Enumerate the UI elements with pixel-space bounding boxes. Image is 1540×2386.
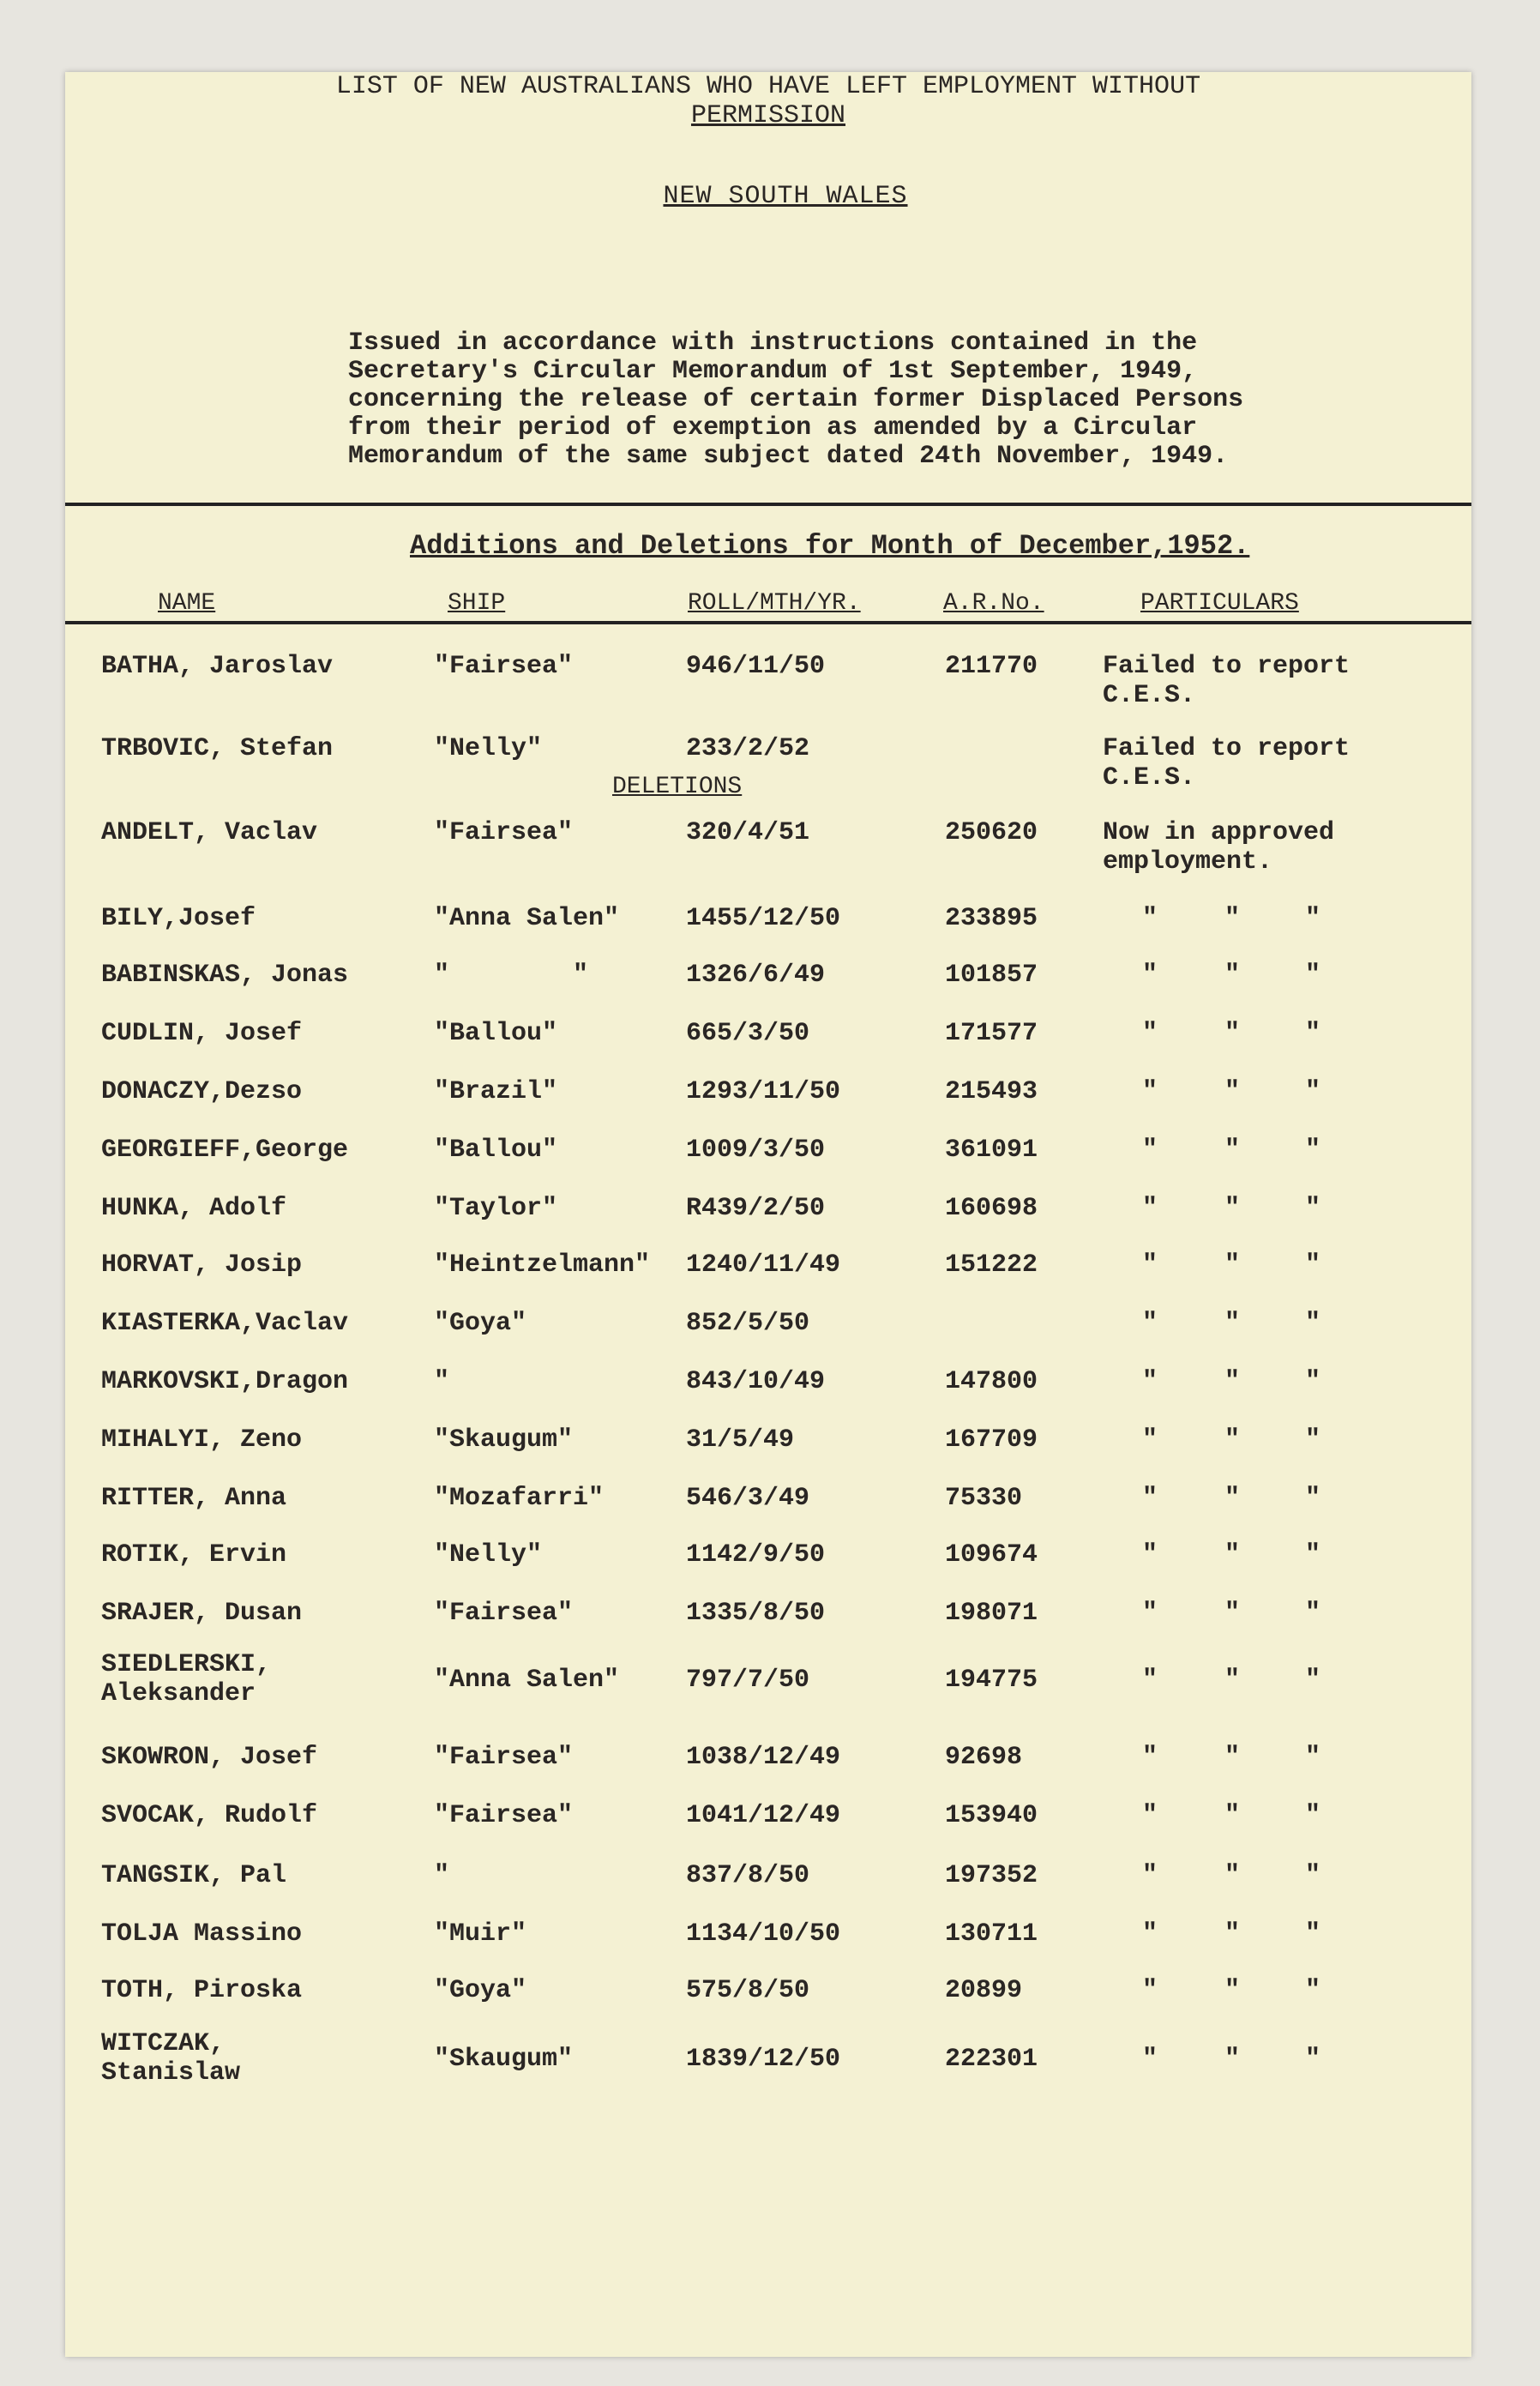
ditto-mark: " — [1142, 961, 1158, 990]
ditto-mark: " — [1224, 1194, 1241, 1223]
ditto-mark: " — [1305, 1599, 1321, 1628]
ship-name: "Ballou" — [434, 1136, 558, 1165]
ar-number: 101857 — [945, 961, 1038, 990]
ditto-mark: " — [1142, 1194, 1158, 1223]
ditto-mark: " — [1224, 1367, 1241, 1396]
roll-number: 233/2/52 — [686, 734, 810, 763]
person-name: HUNKA, Adolf — [101, 1194, 287, 1223]
person-name: HORVAT, Josip — [101, 1250, 303, 1280]
ar-number: 222301 — [945, 2045, 1038, 2074]
person-name: ANDELT, Vaclav — [101, 818, 318, 847]
ditto-mark: " — [1142, 1250, 1158, 1280]
ditto-mark: " — [1224, 1136, 1241, 1165]
roll-number: 1038/12/49 — [686, 1743, 841, 1772]
roll-number: 946/11/50 — [686, 652, 826, 681]
ar-number: 147800 — [945, 1367, 1038, 1396]
roll-number: 1240/11/49 — [686, 1250, 841, 1280]
roll-number: 797/7/50 — [686, 1666, 810, 1695]
intro-paragraph — [348, 329, 1360, 471]
ar-number: 171577 — [945, 1019, 1038, 1048]
ship-name: "Goya" — [434, 1309, 527, 1338]
ship-name: " " — [434, 961, 589, 990]
person-name: DONACZY,Dezso — [101, 1077, 303, 1106]
ditto-mark: " — [1142, 1309, 1158, 1338]
ditto-mark: " — [1142, 1484, 1158, 1513]
column-header-roll: ROLL/MTH/YR. — [688, 590, 861, 617]
person-name: MARKOVSKI,Dragon — [101, 1367, 349, 1396]
person-name: CUDLIN, Josef — [101, 1019, 303, 1048]
ditto-mark: " — [1142, 1801, 1158, 1830]
ditto-mark: " — [1142, 1077, 1158, 1106]
ditto-mark: " — [1142, 1666, 1158, 1695]
roll-number: 575/8/50 — [686, 1976, 810, 2005]
particulars-text: Failed to report C.E.S. — [1103, 652, 1351, 710]
ship-name: " — [434, 1367, 450, 1396]
ship-name: "Nelly" — [434, 734, 543, 763]
intro-line: Memorandum of the same subject dated 24th November, 1949. — [348, 442, 1229, 471]
person-name: ROTIK, Ervin — [101, 1540, 287, 1570]
ship-name: "Fairsea" — [434, 818, 574, 847]
roll-number: 546/3/49 — [686, 1484, 810, 1513]
ditto-mark: " — [1224, 1743, 1241, 1772]
roll-number: 1041/12/49 — [686, 1801, 841, 1830]
intro-line: Secretary's Circular Memorandum of 1st September, 1949, — [348, 357, 1198, 386]
deletions-label: DELETIONS — [612, 774, 743, 800]
ship-name: "Skaugum" — [434, 1425, 574, 1455]
ar-number: 151222 — [945, 1250, 1038, 1280]
intro-line: Issued in accordance with instructions contained in the — [348, 328, 1198, 358]
ditto-mark: " — [1142, 1425, 1158, 1455]
ditto-mark: " — [1305, 1425, 1321, 1455]
ditto-mark: " — [1224, 1077, 1241, 1106]
ship-name: "Mozafarri" — [434, 1484, 605, 1513]
particulars-text: Failed to report C.E.S. — [1103, 734, 1351, 792]
ar-number: 20899 — [945, 1976, 1023, 2005]
ditto-mark: " — [1224, 1666, 1241, 1695]
column-header-particulars: PARTICULARS — [1140, 590, 1299, 617]
ditto-mark: " — [1305, 1136, 1321, 1165]
ship-name: "Fairsea" — [434, 1599, 574, 1628]
title-line-1: LIST OF NEW AUSTRALIANS WHO HAVE LEFT EMPLOYMENT WITHOUT — [335, 72, 1201, 101]
ditto-mark: " — [1224, 1425, 1241, 1455]
ship-name: "Fairsea" — [434, 1801, 574, 1830]
ditto-mark: " — [1142, 2045, 1158, 2074]
roll-number: 320/4/51 — [686, 818, 810, 847]
roll-number: 665/3/50 — [686, 1019, 810, 1048]
roll-number: 1839/12/50 — [686, 2045, 841, 2074]
person-name: SVOCAK, Rudolf — [101, 1801, 318, 1830]
ditto-mark: " — [1224, 1250, 1241, 1280]
ditto-mark: " — [1305, 1019, 1321, 1048]
ar-number: 153940 — [945, 1801, 1038, 1830]
roll-number: 1293/11/50 — [686, 1077, 841, 1106]
person-name: RITTER, Anna — [101, 1484, 287, 1513]
ditto-mark: " — [1305, 1484, 1321, 1513]
person-name: TANGSIK, Pal — [101, 1861, 287, 1890]
ditto-mark: " — [1305, 1367, 1321, 1396]
ship-name: "Ballou" — [434, 1019, 558, 1048]
ar-number: 198071 — [945, 1599, 1038, 1628]
person-name: SIEDLERSKI, Aleksander — [101, 1650, 272, 1708]
ar-number: 250620 — [945, 818, 1038, 847]
person-name: BABINSKAS, Jonas — [101, 961, 349, 990]
roll-number: R439/2/50 — [686, 1194, 826, 1223]
ditto-mark: " — [1142, 1599, 1158, 1628]
ditto-mark: " — [1305, 2045, 1321, 2074]
ditto-mark: " — [1305, 1540, 1321, 1570]
ditto-mark: " — [1142, 1019, 1158, 1048]
ditto-mark: " — [1224, 2045, 1241, 2074]
ditto-mark: " — [1305, 961, 1321, 990]
ditto-mark: " — [1224, 1540, 1241, 1570]
person-name: KIASTERKA,Vaclav — [101, 1309, 349, 1338]
ditto-mark: " — [1142, 1976, 1158, 2005]
ditto-mark: " — [1305, 904, 1321, 933]
column-header-name: NAME — [158, 590, 216, 617]
ship-name: " — [434, 1861, 450, 1890]
ditto-mark: " — [1142, 1743, 1158, 1772]
ship-name: "Nelly" — [434, 1540, 543, 1570]
ditto-mark: " — [1142, 1861, 1158, 1890]
roll-number: 1455/12/50 — [686, 904, 841, 933]
person-name: WITCZAK, Stanislaw — [101, 2029, 241, 2088]
ditto-mark: " — [1142, 904, 1158, 933]
person-name: BATHA, Jaroslav — [101, 652, 334, 681]
ar-number: 194775 — [945, 1666, 1038, 1695]
ditto-mark: " — [1305, 1194, 1321, 1223]
ditto-mark: " — [1305, 1976, 1321, 2005]
document-title — [65, 72, 1471, 130]
intro-line: concerning the release of certain former Displaced Persons — [348, 385, 1244, 414]
ditto-mark: " — [1224, 961, 1241, 990]
ship-name: "Taylor" — [434, 1194, 558, 1223]
roll-number: 1142/9/50 — [686, 1540, 826, 1570]
ship-name: "Anna Salen" — [434, 904, 620, 933]
ar-number: 361091 — [945, 1136, 1038, 1165]
ditto-mark: " — [1224, 1801, 1241, 1830]
ship-name: "Muir" — [434, 1919, 527, 1949]
person-name: GEORGIEFF,George — [101, 1136, 349, 1165]
ditto-mark: " — [1305, 1861, 1321, 1890]
ship-name: "Goya" — [434, 1976, 527, 2005]
ditto-mark: " — [1142, 1919, 1158, 1949]
ship-name: "Anna Salen" — [434, 1666, 620, 1695]
particulars-text: Now in approved employment. — [1103, 818, 1335, 877]
state-heading: NEW SOUTH WALES — [663, 182, 908, 211]
ditto-mark: " — [1224, 1484, 1241, 1513]
ship-name: "Fairsea" — [434, 1743, 574, 1772]
ditto-mark: " — [1142, 1136, 1158, 1165]
person-name: TOLJA Massino — [101, 1919, 303, 1949]
section-subtitle: Additions and Deletions for Month of December,1952. — [410, 530, 1250, 562]
roll-number: 1009/3/50 — [686, 1136, 826, 1165]
header-rule — [65, 621, 1471, 624]
column-header-ar-no: A.R.No. — [943, 590, 1044, 617]
roll-number: 837/8/50 — [686, 1861, 810, 1890]
person-name: BILY,Josef — [101, 904, 256, 933]
person-name: MIHALYI, Zeno — [101, 1425, 303, 1455]
column-header-ship: SHIP — [448, 590, 506, 617]
ditto-mark: " — [1142, 1367, 1158, 1396]
ar-number: 92698 — [945, 1743, 1023, 1772]
ar-number: 160698 — [945, 1194, 1038, 1223]
roll-number: 1335/8/50 — [686, 1599, 826, 1628]
ditto-mark: " — [1305, 1919, 1321, 1949]
roll-number: 843/10/49 — [686, 1367, 826, 1396]
ditto-mark: " — [1142, 1540, 1158, 1570]
person-name: SRAJER, Dusan — [101, 1599, 303, 1628]
title-line-2: PERMISSION — [690, 101, 846, 130]
ar-number: 75330 — [945, 1484, 1023, 1513]
ditto-mark: " — [1305, 1250, 1321, 1280]
ditto-mark: " — [1224, 1976, 1241, 2005]
roll-number: 1326/6/49 — [686, 961, 826, 990]
person-name: SKOWRON, Josef — [101, 1743, 318, 1772]
ditto-mark: " — [1305, 1077, 1321, 1106]
ditto-mark: " — [1305, 1801, 1321, 1830]
ar-number: 211770 — [945, 652, 1038, 681]
ditto-mark: " — [1224, 1861, 1241, 1890]
ship-name: "Brazil" — [434, 1077, 558, 1106]
ship-name: "Heintzelmann" — [434, 1250, 651, 1280]
ar-number: 215493 — [945, 1077, 1038, 1106]
divider-rule — [65, 503, 1471, 506]
ditto-mark: " — [1224, 1309, 1241, 1338]
person-name: TRBOVIC, Stefan — [101, 734, 334, 763]
ditto-mark: " — [1305, 1743, 1321, 1772]
ar-number: 167709 — [945, 1425, 1038, 1455]
ar-number: 233895 — [945, 904, 1038, 933]
ditto-mark: " — [1224, 1599, 1241, 1628]
document-page — [65, 72, 1471, 2357]
ditto-mark: " — [1224, 904, 1241, 933]
ar-number: 130711 — [945, 1919, 1038, 1949]
ship-name: "Skaugum" — [434, 2045, 574, 2074]
ar-number: 109674 — [945, 1540, 1038, 1570]
ar-number: 197352 — [945, 1861, 1038, 1890]
roll-number: 1134/10/50 — [686, 1919, 841, 1949]
intro-line: from their period of exemption as amended by a Circular — [348, 413, 1198, 443]
ditto-mark: " — [1305, 1309, 1321, 1338]
roll-number: 852/5/50 — [686, 1309, 810, 1338]
roll-number: 31/5/49 — [686, 1425, 795, 1455]
ditto-mark: " — [1305, 1666, 1321, 1695]
person-name: TOTH, Piroska — [101, 1976, 303, 2005]
ship-name: "Fairsea" — [434, 652, 574, 681]
ditto-mark: " — [1224, 1019, 1241, 1048]
ditto-mark: " — [1224, 1919, 1241, 1949]
